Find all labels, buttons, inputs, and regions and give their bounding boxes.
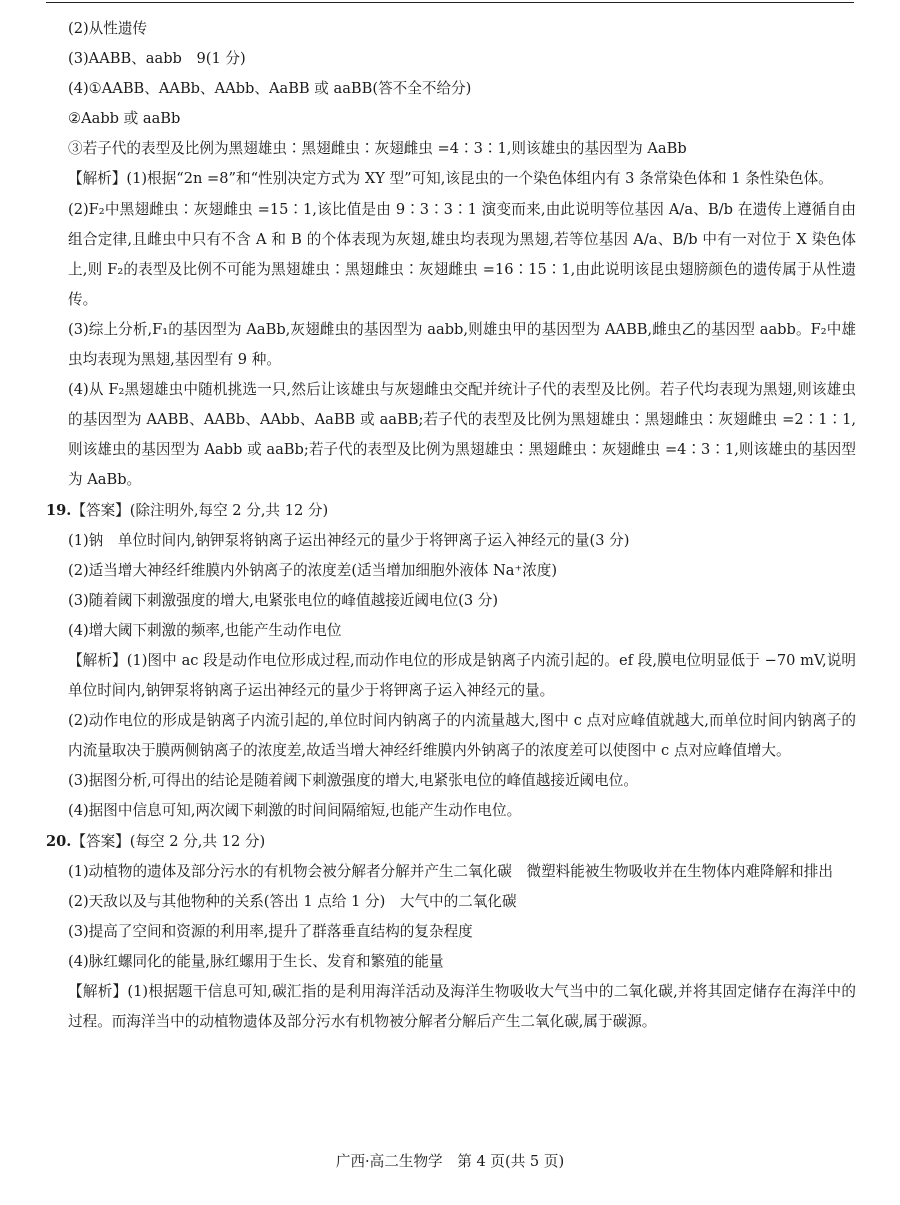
q19-answer-header [46, 496, 856, 526]
q18-answer-2: (2)从性遗传 [68, 20, 148, 37]
q18-explanation-4: (4)从 F₂黑翅雄虫中随机挑选一只,然后让该雄虫与灰翅雌虫交配并统计子代的表型及比例。若子代均表现为黑翅,则该雄虫的基因型为 AABB、AABb、AAbb、AaBB 或 aaBB;若子代的表型及比例为黑翅雄虫∶黑翅雌虫∶灰翅雌虫 =2∶1∶1,则该雄虫的基因型为 Aabb 或 aaBb;若子代的表型及比例为黑翅雄虫∶黑翅雌虫∶灰翅雌虫 =4∶3∶1,则该雄虫的基因型为 AaBb。 [68, 381, 856, 489]
q19-number: 19. [46, 501, 72, 519]
q19-header-text: 【答案】(除注明外,每空 2 分,共 12 分) [71, 501, 329, 519]
q19-answer-1: (1)钠 单位时间内,钠钾泵将钠离子运出神经元的量少于将钾离子运入神经元的量(3 分) [68, 531, 630, 549]
q20-header-text: 【答案】(每空 2 分,共 12 分) [71, 832, 266, 850]
q20-answer-2: (2)天敌以及与其他物种的关系(答出 1 点给 1 分) 大气中的二氧化碳 [68, 892, 517, 910]
top-rule [46, 2, 854, 3]
q19-explanation-3: (3)据图分析,可得出的结论是随着阈下刺激强度的增大,电紧张电位的峰值越接近阈电位。 [68, 772, 638, 790]
page-content [46, 14, 856, 1037]
q19-answer-3: (3)随着阈下刺激强度的增大,电紧张电位的峰值越接近阈电位(3 分) [68, 591, 499, 609]
q18-answer-4-3: ③若子代的表型及比例为黑翅雄虫∶黑翅雌虫∶灰翅雌虫 =4∶3∶1,则该雄虫的基因型为 AaBb [68, 140, 687, 158]
q19-explanation-1: 【解析】(1)图中 ac 段是动作电位形成过程,而动作电位的形成是钠离子内流引起的。ef 段,膜电位明显低于 −70 mV,说明单位时间内,钠钾泵将钠离子运出神经元的量少于将钾离子运入神经元的量。 [68, 651, 856, 700]
q18-answer-4-2: ②Aabb 或 aaBb [68, 110, 181, 128]
page-footer: 广西·高二生物学 第 4 页(共 5 页) [335, 1153, 565, 1170]
q18-answer-3: (3)AABB、aabb 9(1 分) [68, 50, 246, 68]
q19-answer-2: (2)适当增大神经纤维膜内外钠离子的浓度差(适当增加细胞外液体 Na⁺浓度) [68, 561, 558, 579]
q20-number: 20. [46, 832, 72, 850]
q18-explanation-1: 【解析】(1)根据“2n =8”和“性别决定方式为 XY 型”可知,该昆虫的一个染色体组内有 3 条常染色体和 1 条性染色体。 [68, 170, 833, 188]
q18-answer-4-1: (4)①AABB、AABb、AAbb、AaBB 或 aaBB(答不全不给分) [68, 80, 472, 98]
q19-explanation-4: (4)据图中信息可知,两次阈下刺激的时间间隔缩短,也能产生动作电位。 [68, 802, 522, 820]
q20-answer-4: (4)脉红螺同化的能量,脉红螺用于生长、发育和繁殖的能量 [68, 952, 444, 970]
q19-explanation-2: (2)动作电位的形成是钠离子内流引起的,单位时间内钠离子的内流量越大,图中 c 点对应峰值就越大,而单位时间内钠离子的内流量取决于膜两侧钠离子的浓度差,故适当增大神经纤维膜内外钠离子的浓度差可以使图中 c 点对应峰值增大。 [68, 712, 856, 760]
q18-explanation-2: (2)F₂中黑翅雌虫∶灰翅雌虫 =15∶1,该比值是由 9∶3∶3∶1 演变而来,由此说明等位基因 A/a、B/b 在遗传上遵循自由组合定律,且雌虫中只有不含 A 和 B 的个体表现为灰翅,雄虫均表现为黑翅,若等位基因 A/a、B/b 中有一对位于 X 染色体上,则 F₂的表型及比例不可能为黑翅雄虫∶黑翅雌虫∶灰翅雌虫 =16∶15∶1,由此说明该昆虫翅膀颜色的遗传属于从性遗传。 [68, 200, 856, 308]
q20-answer-1: (1)动植物的遗体及部分污水的有机物会被分解者分解并产生二氧化碳 微塑料能被生物吸收并在生物体内难降解和排出 [68, 862, 833, 880]
q20-answer-header [46, 827, 856, 857]
q20-answer-3: (3)提高了空间和资源的利用率,提升了群落垂直结构的复杂程度 [68, 922, 473, 940]
q19-answer-4: (4)增大阈下刺激的频率,也能产生动作电位 [68, 621, 342, 639]
q20-explanation-1: 【解析】(1)根据题干信息可知,碳汇指的是利用海洋活动及海洋生物吸收大气当中的二氧化碳,并将其固定储存在海洋中的过程。而海洋当中的动植物遗体及部分污水有机物被分解者分解后产生二氧化碳,属于碳源。 [68, 983, 856, 1031]
q18-explanation-3: (3)综上分析,F₁的基因型为 AaBb,灰翅雌虫的基因型为 aabb,则雄虫甲的基因型为 AABB,雌虫乙的基因型 aabb。F₂中雄虫均表现为黑翅,基因型有 9 种。 [68, 320, 856, 369]
